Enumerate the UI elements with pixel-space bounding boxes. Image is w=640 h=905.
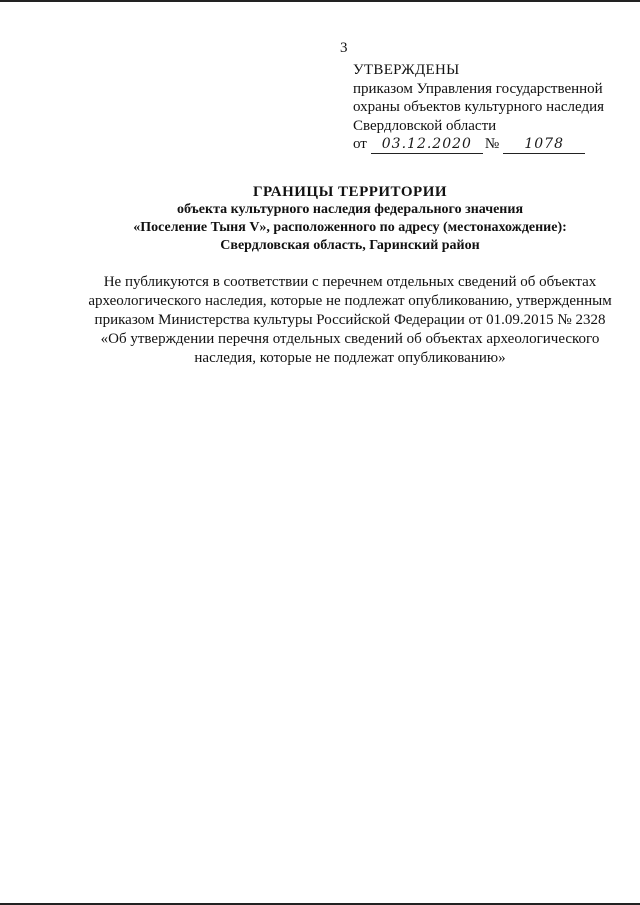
body-paragraph <box>60 273 640 368</box>
approval-line-3: Свердловской области <box>353 117 497 134</box>
date-prefix: от <box>353 136 367 152</box>
approval-stamp <box>353 61 633 154</box>
body-line-5: наследия, которые не подлежат опубликованию» <box>194 350 506 366</box>
approval-date-line <box>353 135 633 154</box>
document-title-block <box>60 183 640 255</box>
approval-heading: УТВЕРЖДЕНЫ <box>353 62 460 78</box>
handwritten-date: 03.12.2020 <box>371 137 483 154</box>
approval-line-1: приказом Управления государственной <box>353 80 603 97</box>
page-number: 3 <box>340 40 348 56</box>
handwritten-order-number: 1078 <box>503 137 585 154</box>
document-title: ГРАНИЦЫ ТЕРРИТОРИИ <box>252 184 448 200</box>
body-line-1: Не публикуются в соответствии с перечнем отдельных сведений об объектах <box>103 274 597 290</box>
title-line-3: Свердловская область, Гаринский район <box>220 238 480 253</box>
number-sign: № <box>484 136 500 152</box>
title-line-1: объекта культурного наследия федерального значения <box>176 202 524 217</box>
title-line-2: «Поселение Тыня V», расположенного по адресу (местонахождение): <box>133 220 567 235</box>
approval-line-2: охраны объектов культурного наследия <box>353 99 605 115</box>
top-scan-border <box>0 0 640 2</box>
body-line-4: «Об утверждении перечня отдельных сведений об объектах археологического <box>100 331 600 347</box>
body-line-2: археологического наследия, которые не подлежат опубликованию, утвержденным <box>88 293 612 309</box>
body-line-3: приказом Министерства культуры Российской Федерации от 01.09.2015 № 2328 <box>94 312 606 328</box>
